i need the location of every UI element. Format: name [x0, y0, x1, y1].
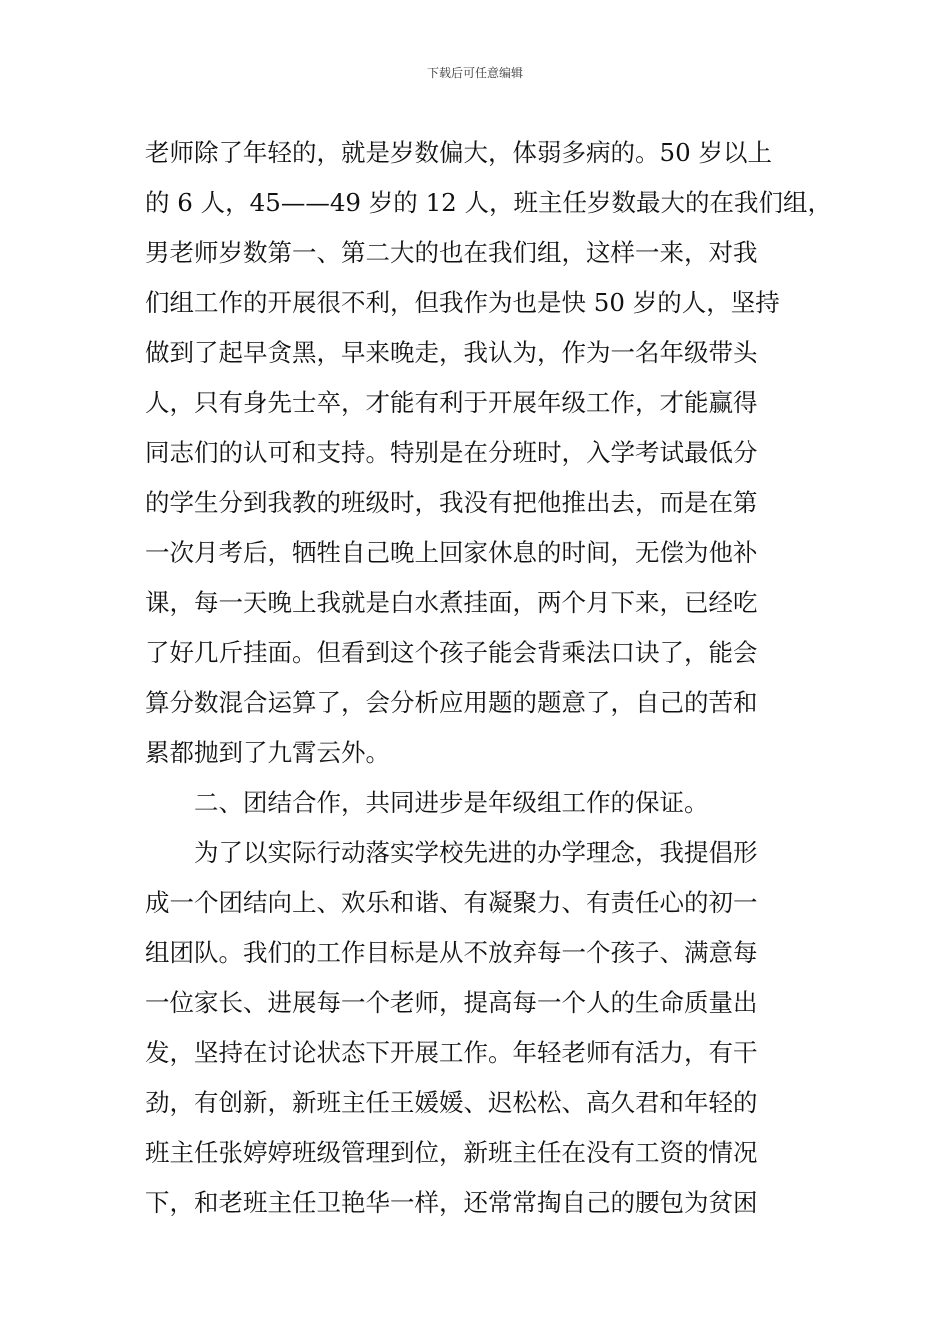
text-line: 下，和老班主任卫艳华一样，还常常掏自己的腰包为贫困: [145, 1188, 758, 1217]
text-line: 班主任张婷婷班级管理到位，新班主任在没有工资的情况: [145, 1138, 758, 1167]
text-line: 发，坚持在讨论状态下开展工作。年轻老师有活力，有干: [145, 1038, 758, 1067]
text-line: 的学生分到我教的班级时，我没有把他推出去，而是在第: [145, 488, 758, 517]
paragraph-first-line: 为了以实际行动落实学校先进的办学理念，我提倡形: [194, 838, 758, 867]
text-line: 一次月考后，牺牲自己晚上回家休息的时间，无偿为他补: [145, 538, 758, 567]
page-header-note: 下载后可任意编辑: [426, 66, 523, 80]
text-line: 男老师岁数第一、第二大的也在我们组，这样一来，对我: [145, 238, 758, 267]
text-line: 劲，有创新，新班主任王媛媛、迟松松、高久君和年轻的: [145, 1088, 758, 1117]
text-line: 做到了起早贪黑，早来晚走，我认为，作为一名年级带头: [145, 338, 758, 367]
text-line: 人，只有身先士卒，才能有利于开展年级工作，才能赢得: [145, 388, 758, 417]
section-heading: 二、团结合作，共同进步是年级组工作的保证。: [194, 788, 709, 817]
document-body: [145, 128, 833, 1228]
text-line: 算分数混合运算了，会分析应用题的题意了，自己的苦和: [145, 688, 758, 717]
text-line: 组团队。我们的工作目标是从不放弃每一个孩子、满意每: [145, 938, 758, 967]
text-line: 同志们的认可和支持。特别是在分班时，入学考试最低分: [145, 438, 758, 467]
text-line: 们组工作的开展很不利，但我作为也是快 50 岁的人，坚持: [145, 288, 780, 317]
text-line: 一位家长、进展每一个老师，提高每一个人的生命质量出: [145, 988, 758, 1017]
text-line: 老师除了年轻的，就是岁数偏大，体弱多病的。50 岁以上: [145, 138, 772, 167]
text-line: 累都抛到了九霄云外。: [145, 738, 390, 767]
text-line: 成一个团结向上、欢乐和谐、有凝聚力、有责任心的初一: [145, 888, 758, 917]
text-line: 课，每一天晚上我就是白水煮挂面，两个月下来，已经吃: [145, 588, 758, 617]
text-line: 了好几斤挂面。但看到这个孩子能会背乘法口诀了，能会: [145, 638, 758, 667]
text-line: 的 6 人，45——49 岁的 12 人，班主任岁数最大的在我们组，: [145, 188, 833, 217]
